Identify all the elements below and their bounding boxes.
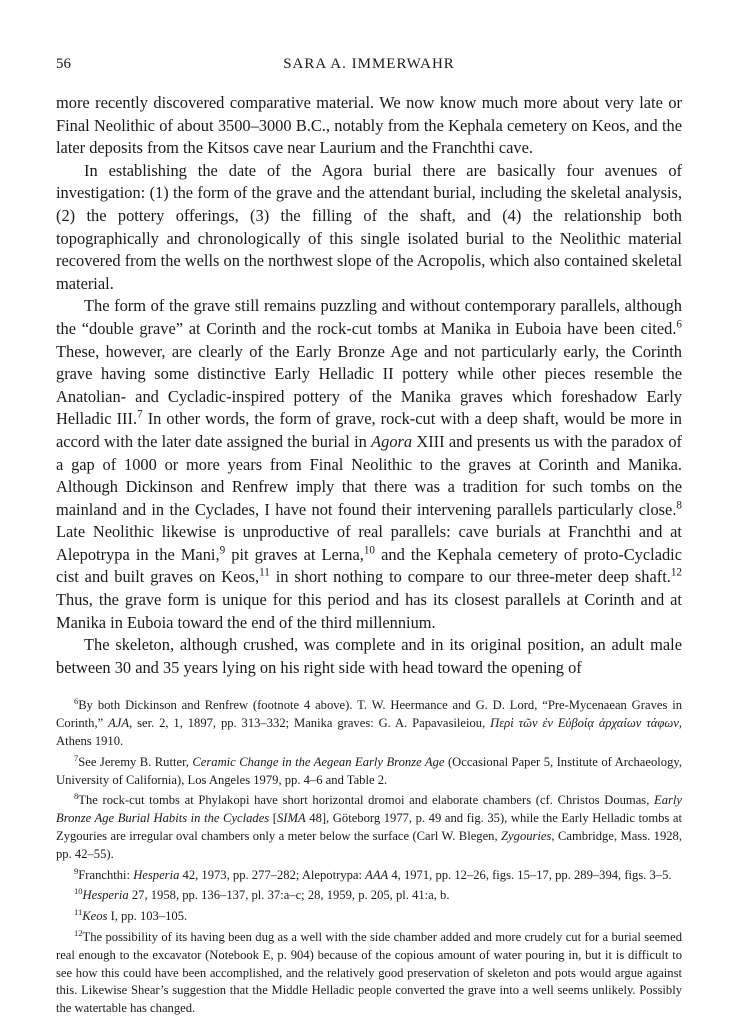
body-text	[56, 92, 682, 679]
footnotes	[56, 697, 682, 1018]
footnote-9: $^9$Franchthi: Hesperia 42, 1973, pp. 277–282; Alepotrypa: AAA 4, 1971, pp. 12–26, figs. 15–17, pp. 289–394, figs. 3–5.	[74, 865, 672, 882]
footnote-ref-12[interactable]: 12	[670, 567, 682, 579]
paragraph-2: In establishing the date of the Agora burial there are basically four avenues of investigation: (1) the form of the grave and the attendant burial, including the skeletal analysis, (2) the pottery offerings, (3) the filling of the shaft, and (4) the relationship both topographically and chronologically of this single isolated burial to the Neolithic material recovered from the wells on the northwest slope of the Acropolis, which also contained skeletal material.	[56, 160, 682, 293]
footnote-ref-8[interactable]: 8	[676, 499, 682, 512]
footnote-10: $^{10}$Hesperia 27, 1958, pp. 136–137, pl. 37:a–c; 28, 1959, p. 205, pl. 41:a, b.	[74, 886, 450, 903]
footnote-ref-9[interactable]: 9	[219, 544, 226, 557]
page	[56, 56, 682, 1021]
greek-title: Περὶ τῶν ἐν Εὐβοίᾳ ἀρχαίων τάφων	[490, 716, 679, 731]
paragraph-3: The form of the grave still remains puzzling and without contemporary parallels, although the “double grave” at Corinth and the rock-cut tombs at Manika in Euboia have been cited.$^6$ These, however, are clearly of the Early Bronze Age and not particularly early, the Corinth grave having some distinctive Early Helladic II pottery while other pieces resemble the Anatolian- and Cycladic-inspired pottery of the Manika graves which foreshadow Early Helladic III.$^7$ In other words, the form of grave, rock-cut with a deep shaft, would be more in accord with the later date assigned the burial in Agora XIII and presents us with the paradox of a gap of 1000 or more years from Final Neolithic to the graves at Corinth and Manika. Although Dickinson and Renfrew imply that there was a tradition for such tombs on the mainland and in the Cyclades, I have not found their intervening parallels particularly close.$^8$ Late Neolithic likewise is unproductive of real parallels: cave burials at Franchthi and at Alepotrypa in the Mani,$^9$ pit graves at Lerna,$^{10}$ and the Kephala cemetery of proto-Cycladic cist and built graves on Keos,$^{11}$ in short nothing to compare to our three-meter deep shaft.$^{12}$ Thus, the grave form is unique for this period and has its closest parallels at Corinth and at Manika in Euboia toward the end of the third millennium.	[56, 296, 683, 632]
paragraph-4: The skeleton, although crushed, was complete and in its original position, an adult male between 30 and 35 years lying on his right side with head toward the opening of	[56, 635, 682, 677]
bc-abbrev: B.C.	[295, 115, 326, 135]
footnote-11: $^{11}$Keos I, pp. 103–105.	[74, 907, 188, 924]
footnote-ref-6[interactable]: 6	[676, 318, 682, 331]
footnote-12: $^{12}$The possibility of its having been dug as a well with the side chamber added and more crudely cut for a burial seemed real enough to the excavator (Notebook E, p. 904) because of the copious amount of water pouring in, but it is difficult to see how this could have been accomplished, and the relatively good preservation of skeleton and pots would argue against this. Likewise Shear’s suggestion that the Middle Helladic people converted the grave into a well seems unlikely. Possibly the watertable has changed.	[56, 927, 682, 1016]
paragraph-1: more recently discovered comparative material. We now know much more about very late or Final Neolithic of about 3500–3000 B.C., notably from the Kephala cemetery on Keos, and the later deposits from the Kitsos cave near Laurium and the Franchthi cave.	[56, 93, 682, 158]
page-number: 56	[56, 56, 71, 72]
footnote-8: $^8$The rock-cut tombs at Phylakopi have short horizontal dromoi and elaborate chambers (cf. Christos Doumas, Early Bronze Age Burial Habits in the Cyclades [SIMA 48], Göteborg 1977, p. 49 and fig. 35), while the Early Helladic tombs at Zygouries are irregular oval chambers only a meter below the surface (Carl W. Blegen, Zygouries, Cambridge, Mass. 1928, pp. 42–55).	[56, 791, 682, 861]
footnote-6: $^6$By both Dickinson and Renfrew (footnote 4 above). T. W. Heermance and G. D. Lord, “Pre-Mycenaean Graves in Corinth,” AJA, ser. 2, 1, 1897, pp. 313–332; Manika graves: G. A. Papavasileiou, Περὶ τῶν ἐν Εὐβοίᾳ ἀρχαίων τάφων, Athens 1910.	[56, 696, 682, 749]
footnote-ref-10[interactable]: 10	[363, 544, 375, 557]
agora-title: Agora	[371, 431, 413, 451]
footnote-ref-7[interactable]: 7	[137, 408, 143, 421]
running-head: SARA A. IMMERWAHR	[283, 56, 455, 72]
footnote-7: $^7$See Jeremy B. Rutter, Ceramic Change in the Aegean Early Bronze Age (Occasional Paper 5, Institute of Archaeology, University of California), Los Angeles 1979, pp. 4–6 and Table 2.	[56, 752, 682, 787]
footnote-ref-11[interactable]: 11	[259, 567, 270, 579]
page-header	[56, 56, 682, 80]
